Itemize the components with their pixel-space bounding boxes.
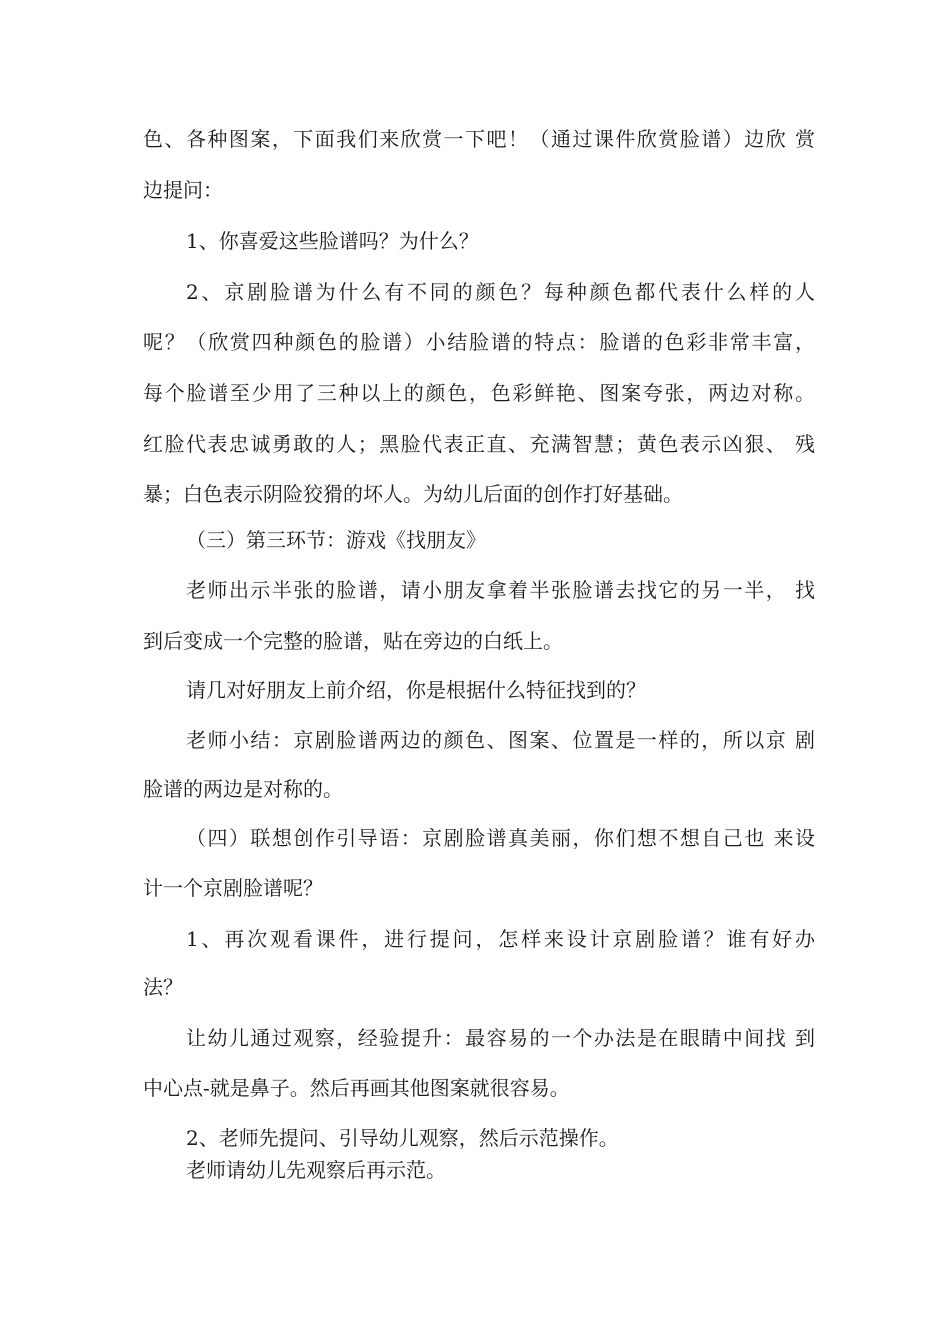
text-line: 呢？（欣赏四种颜色的脸谱）小结脸谱的特点：脸谱的色彩非常丰富，: [143, 330, 815, 354]
section-heading: （四）联想创作引导语：京剧脸谱真美丽，你们想不想自己也 来设: [186, 826, 815, 850]
text-line: 暴；白色表示阴险狡猾的坏人。为幼儿后面的创作打好基础。: [143, 482, 683, 506]
text-line: 让幼儿通过观察，经验提升：最容易的一个办法是在眼睛中间找 到: [186, 1026, 815, 1050]
text-line: 1、你喜爱这些脸谱吗？为什么？: [186, 229, 479, 253]
text-line: 脸谱的两边是对称的。: [143, 777, 343, 801]
text-line: 请几对好朋友上前介绍，你是根据什么特征找到的？: [186, 678, 646, 702]
text-line: 红脸代表忠诚勇敢的人；黑脸代表正直、充满智慧；黄色表示凶狠、 残: [143, 432, 815, 456]
section-heading: （三）第三环节：游戏《找朋友》: [186, 528, 486, 552]
text-line: 到后变成一个完整的脸谱，贴在旁边的白纸上。: [143, 629, 563, 653]
text-line: 老师出示半张的脸谱，请小朋友拿着半张脸谱去找它的另一半， 找: [186, 578, 815, 602]
text-line: 法？: [143, 975, 183, 999]
text-line: 每个脸谱至少用了三种以上的颜色，色彩鲜艳、图案夸张，两边对称。: [143, 381, 815, 405]
text-line: 边提问：: [143, 178, 223, 202]
text-line: 1、再次观看课件，进行提问，怎样来设计京剧脸谱？谁有好办: [186, 927, 815, 951]
text-line: 老师小结：京剧脸谱两边的颜色、图案、位置是一样的，所以京 剧: [186, 728, 815, 752]
text-line: 2、老师先提问、引导幼儿观察，然后示范操作。: [186, 1126, 619, 1150]
text-line: 计一个京剧脸谱呢？: [143, 876, 323, 900]
text-line: 中心点-就是鼻子。然后再画其他图案就很容易。: [143, 1076, 570, 1100]
text-line: 2、京剧脸谱为什么有不同的颜色？每种颜色都代表什么样的人: [186, 280, 815, 304]
text-line: 色、各种图案，下面我们来欣赏一下吧！（通过课件欣赏脸谱）边欣 赏: [143, 127, 815, 151]
text-line: 老师请幼儿先观察后再示范。: [186, 1158, 446, 1182]
